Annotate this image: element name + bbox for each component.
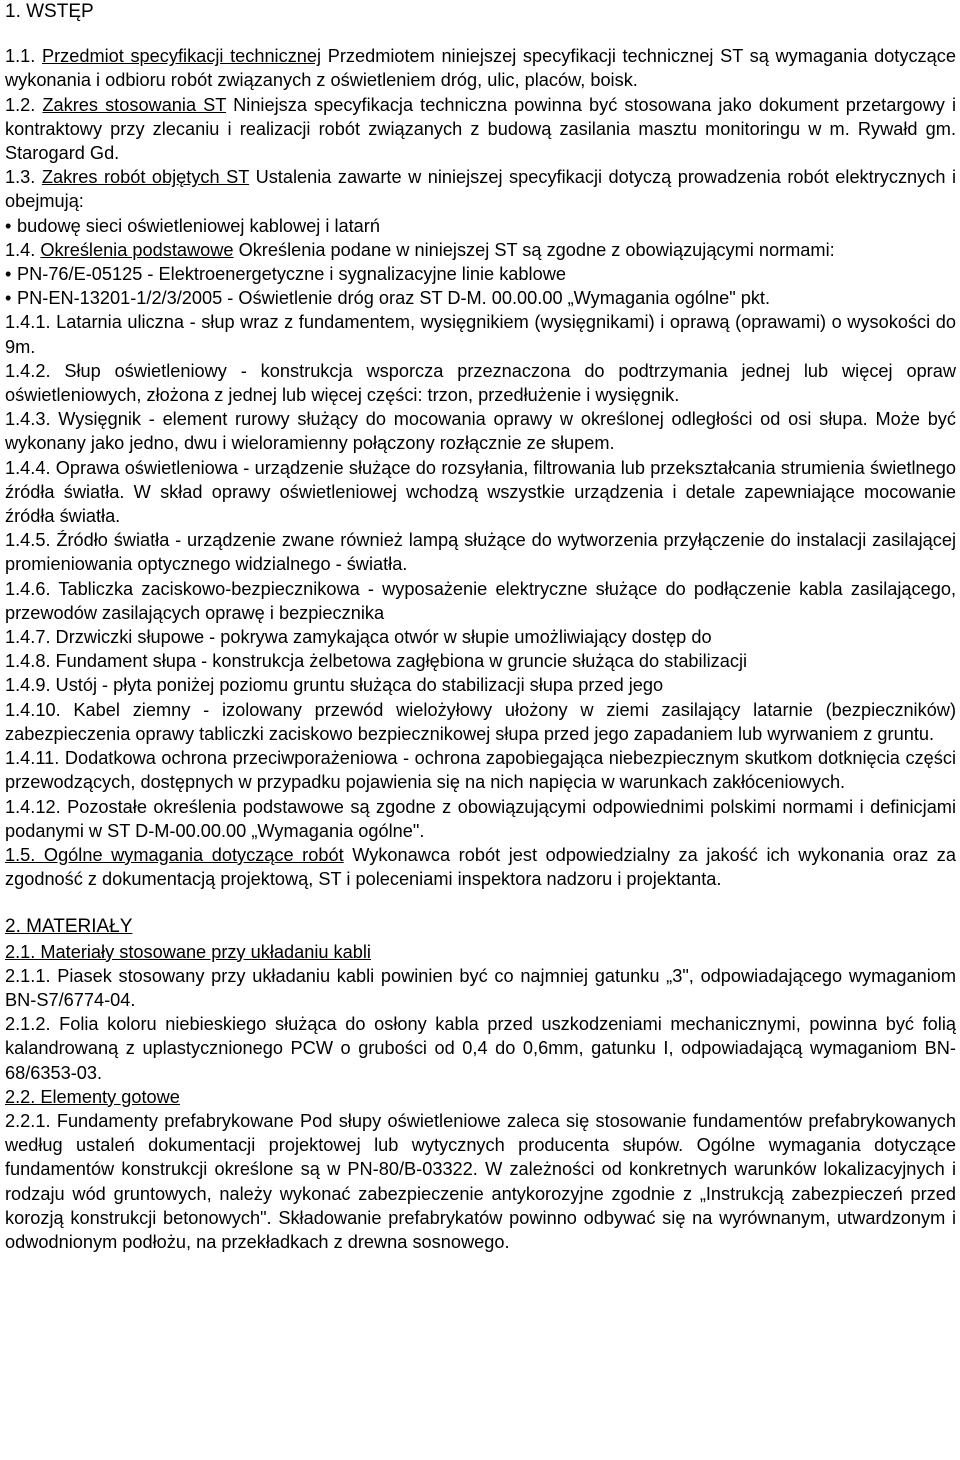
definition-item: 1.4.3. Wysięgnik - element rurowy służący do mocowania oprawy w określonej odległości od osi słupa. Może być wykonany jako jedno, dwu i wieloramienny połączony rozłącznie ze słupem. [5, 409, 956, 454]
definition-item: 1.4.9. Ustój - płyta poniżej poziomu gruntu służąca do stabilizacji słupa przed jego [5, 675, 664, 696]
heading-1-4: Określenia podstawowe [40, 239, 234, 260]
heading-2-2: 2.2. Elementy gotowe [5, 1086, 180, 1107]
definition-item: 1.4.5. Źródło światła - urządzenie zwane również lampą służące do wytworzenia przyłączenie do instalacji zasilającej promieniowania optycznego widzialnego - światła. [5, 530, 956, 575]
paragraph-1-5: 1.5. Ogólne wymagania dotyczące robót Wykonawca robót jest odpowiedzialny za jakość ich wykonania oraz za zgodność z dokumentacją projektową, ST i poleceniami inspektora nadzoru i projektanta. [5, 844, 956, 890]
material-item: 2.2.1. Fundamenty prefabrykowane Pod słupy oświetleniowe zaleca się stosowanie fundamentów prefabrykowanych według ustaleń dokumentacji projektowej lub wytycznych producenta słupów. Ogólne wymagania dotyczące fundamentów konstrukcji określone są w PN-80/B-03322. W zależności od konkretnych warunków lokalizacyjnych i rodzaju wód gruntowych, należy wykonać zabezpieczenie antykorozyjne zgodnie z „Instrukcją zabezpieczeń przed korozją konstrukcji betonowych". Składowanie prefabrykatów powinno odbywać się na wyrównanym, utwardzonym i odwodnionym podłożu, na przekładkach z drewna sosnowego. [5, 1110, 956, 1252]
heading-1-5: 1.5. Ogólne wymagania dotyczące robót [5, 844, 344, 865]
definition-item: 1.4.1. Latarnia uliczna - słup wraz z fundamentem, wysięgnikiem (wysięgnikami) i oprawą (oprawami) o wysokości do 9m. [5, 312, 956, 357]
definition-item: 1.4.11. Dodatkowa ochrona przeciwporażeniowa - ochrona zapobiegająca niebezpiecznym skutkom dotknięcia części przewodzących, dostępnych w przypadku pojawienia się na nich napięcia w warunkach zakłóceniowych. [5, 748, 956, 793]
heading-1-2: Zakres stosowania ST [42, 94, 227, 115]
list-item: • PN-EN-13201-1/2/3/2005 - Oświetlenie dróg oraz ST D-M. 00.00.00 „Wymagania ogólne" pkt. [5, 286, 956, 310]
paragraph-1-4: 1.4. Określenia podstawowe Określenia podane w niniejszej ST są zgodne z obowiązującymi normami: [5, 239, 835, 260]
list-item: • budowę sieci oświetleniowej kablowej i latarń [5, 214, 956, 238]
heading-2-1: 2.1. Materiały stosowane przy układaniu kabli [5, 941, 371, 962]
list-item: • PN-76/E-05125 - Elektroenergetyczne i sygnalizacyjne linie kablowe [5, 262, 956, 286]
material-item: 2.1.1. Piasek stosowany przy układaniu kabli powinien być co najmniej gatunku „3", odpowiadającego wymaganiom BN-S7/6774-04. [5, 965, 956, 1010]
section-2-heading: 2. MATERIAŁY [5, 916, 133, 938]
definition-item: 1.4.4. Oprawa oświetleniowa - urządzenie służące do rozsyłania, filtrowania lub przekształcania strumienia świetlnego źródła światła. W skład oprawy oświetleniowej wchodzą wszystkie urządzenia i detale zapewniające mocowanie źródła światła. [5, 457, 956, 527]
definition-item: 1.4.12. Pozostałe określenia podstawowe są zgodne z obowiązującymi odpowiednimi polskimi normami i definicjami podanymi w ST D-M-00.00.00 „Wymagania ogólne". [5, 796, 956, 841]
heading-1-3: Zakres robót objętych ST [41, 167, 250, 188]
section-1-heading: 1. WSTĘP [5, 1, 94, 22]
definition-item: 1.4.2. Słup oświetleniowy - konstrukcja wsporcza przeznaczona do podtrzymania jednej lub więcej opraw oświetleniowych, złożona z jednej lub więcej części: trzon, przedłużenie i wysięgnik. [5, 360, 956, 406]
paragraph-1-2: 1.2. Zakres stosowania ST Niniejsza specyfikacja techniczna powinna być stosowana jako dokument przetargowy i kontraktowy przy zlecaniu i realizacji robót związanych z budową zasilania masztu monitoringu w m. Rywałd gm. Starogard Gd. [5, 94, 956, 164]
paragraph-1-3: 1.3. Zakres robót objętych ST Ustalenia zawarte w niniejszej specyfikacji dotyczą prowadzenia robót elektrycznych i obejmują: [5, 167, 957, 212]
material-item: 2.1.2. Folia koloru niebieskiego służąca do osłony kabla przed uszkodzeniami mechanicznymi, powinna być folią kalandrowaną z uplastycznionego PCW o grubości od 0,4 do 0,6mm, gatunku I, odpowiadającą wymaganiom BN-68/6353-03. [5, 1014, 956, 1083]
heading-1-1: Przedmiot specyfikacji technicznej [41, 46, 322, 67]
definition-item: 1.4.10. Kabel ziemny - izolowany przewód wielożyłowy ułożony w ziemi zasilający latarnie (bezpieczników) zabezpieczenia oprawy tabliczki zaciskowo bezpiecznikowej słupa przed jego zapadaniem lub wyrwaniem z gruntu. [5, 699, 956, 744]
definition-item: 1.4.6. Tabliczka zaciskowo-bezpiecznikowa - wyposażenie elektryczne służące do podłączenie kabla zasilającego, przewodów zasilających oprawę i bezpiecznika [5, 578, 956, 623]
definition-item: 1.4.7. Drzwiczki słupowe - pokrywa zamykająca otwór w słupie umożliwiający dostęp do [5, 627, 712, 648]
paragraph-1-1: 1.1. Przedmiot specyfikacji technicznej Przedmiotem niniejszej specyfikacji technicznej ST są wymagania dotyczące wykonania i odbioru robót związanych z oświetleniem dróg, ulic, placów, boisk. [5, 46, 956, 91]
definition-item: 1.4.8. Fundament słupa - konstrukcja żelbetowa zagłębiona w gruncie służąca do stabilizacji [5, 651, 748, 672]
